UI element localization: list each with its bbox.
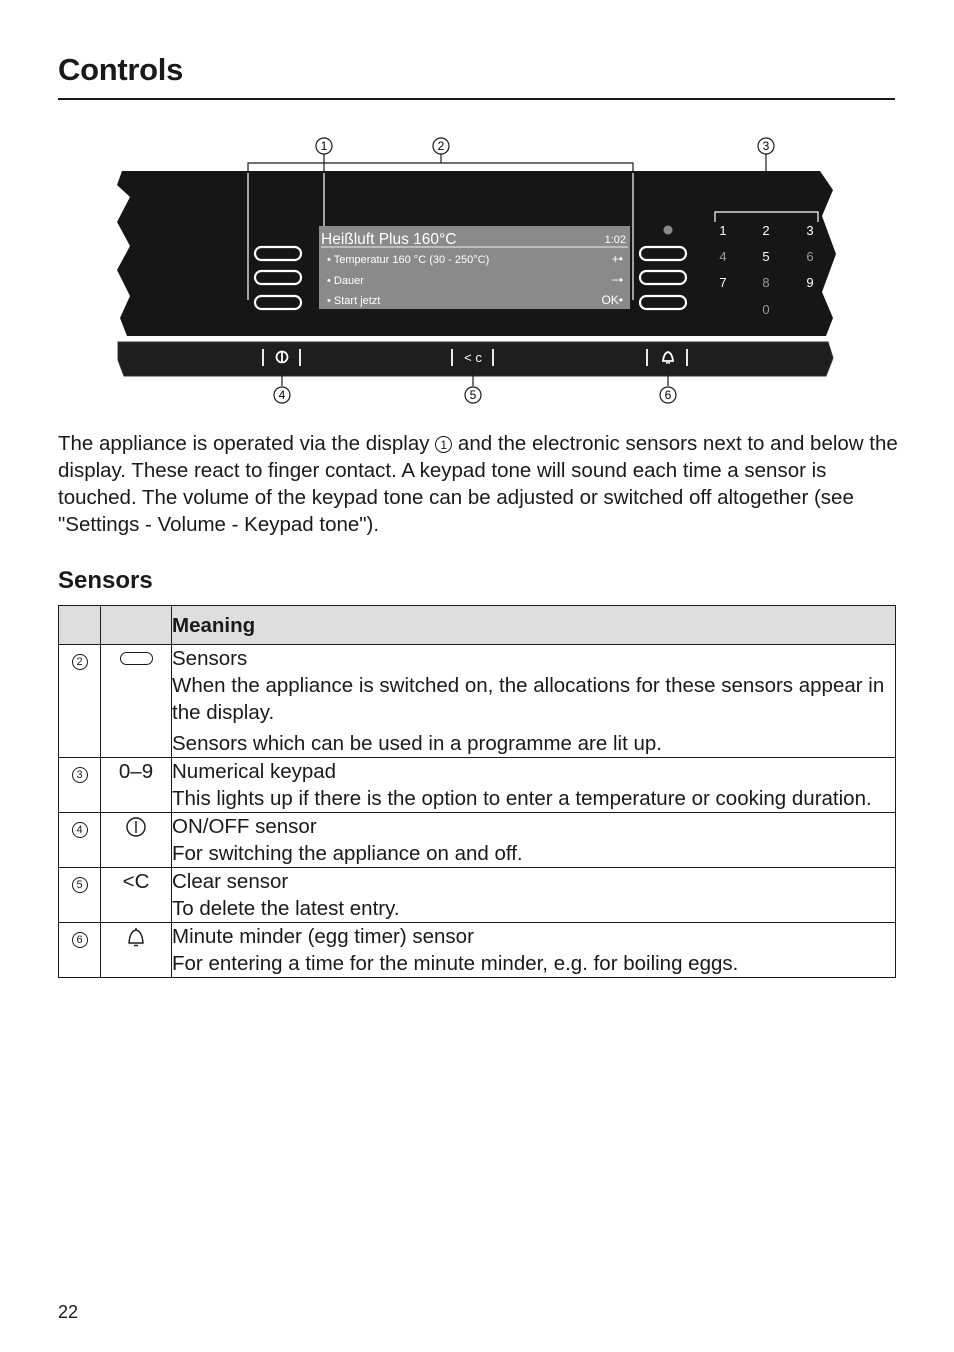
row-description: For entering a time for the minute minder, e.g. for boiling eggs. <box>172 952 739 975</box>
intro-text-after: and the electronic sensors next to and below the display. These react to finger contact. A keypad tone will sound each time a sensor is touched. The volume of the keypad tone can be adjusted or switched off altogether (see "Settings - Volume - Keypad tone"). <box>58 432 898 536</box>
callout-5: 5 <box>469 388 477 402</box>
row-description: For switching the appliance on and off. <box>172 842 523 865</box>
row-number: 5 <box>72 877 88 893</box>
row-description: To delete the latest entry. <box>172 897 400 920</box>
header-num-cell <box>59 606 101 645</box>
row-description: When the appliance is switched on, the allocations for these sensors appear in the display. <box>172 674 885 724</box>
row-number: 4 <box>72 822 88 838</box>
keypad-key-7: 7 <box>719 275 727 290</box>
display-right-2: −• <box>611 273 623 287</box>
intro-callout-marker: 1 <box>435 436 452 453</box>
callout-3: 3 <box>762 139 770 153</box>
keypad-key-6: 6 <box>806 249 814 264</box>
row-number: 3 <box>72 767 88 783</box>
row-number: 2 <box>72 654 88 670</box>
display-row-1: • Temperatur 160 °C (30 - 250°C) <box>327 254 490 266</box>
row-number: 6 <box>72 932 88 948</box>
callout-4: 4 <box>278 388 286 402</box>
callout-6: 6 <box>664 388 672 402</box>
display-right-3: OK• <box>601 293 623 307</box>
display-right-1: +• <box>611 252 623 266</box>
table-row <box>59 645 896 758</box>
table-row <box>59 758 896 813</box>
keypad-symbol: 0–9 <box>101 758 172 813</box>
display-row-3: • Start jetzt <box>327 295 381 307</box>
row-title: Clear sensor <box>172 870 289 893</box>
table-row <box>59 813 896 868</box>
page-title: Controls <box>58 52 184 87</box>
power-icon <box>125 816 147 838</box>
row-extra: Sensors which can be used in a programme are lit up. <box>172 732 662 755</box>
callout-1: 1 <box>320 139 328 153</box>
sensor-button-icon <box>120 652 153 665</box>
callout-2: 2 <box>437 139 445 153</box>
table-row <box>59 923 896 978</box>
clear-sensor-label: < c <box>464 350 482 365</box>
control-panel-diagram <box>0 130 954 415</box>
sensors-heading: Sensors <box>58 567 153 594</box>
row-title: ON/OFF sensor <box>172 815 317 838</box>
table-header-row <box>59 606 896 645</box>
row-description: This lights up if there is the option to enter a temperature or cooking duration. <box>172 787 872 810</box>
header-meaning: Meaning <box>172 606 896 645</box>
table-row <box>59 868 896 923</box>
keypad-key-5: 5 <box>762 249 770 264</box>
keypad-key-1: 1 <box>719 223 727 238</box>
bell-icon <box>125 926 147 948</box>
page-number: 22 <box>58 1302 79 1322</box>
display-time: 1:02 <box>604 234 626 246</box>
sensors-table <box>58 605 896 978</box>
intro-text-before: The appliance is operated via the display <box>58 432 436 455</box>
intro-paragraph <box>58 430 898 538</box>
row-title: Sensors <box>172 647 248 670</box>
keypad-key-9: 9 <box>806 275 814 290</box>
keypad-key-2: 2 <box>762 223 770 238</box>
keypad-key-3: 3 <box>806 223 814 238</box>
header-symbol-cell <box>101 606 172 645</box>
display-headline: Heißluft Plus 160°C <box>321 231 457 248</box>
row-title: Minute minder (egg timer) sensor <box>172 925 474 948</box>
keypad-key-8: 8 <box>762 275 770 290</box>
row-title: Numerical keypad <box>172 760 337 783</box>
display-row-2: • Dauer <box>327 275 364 287</box>
clear-symbol: <C <box>101 868 172 923</box>
title-divider <box>58 98 895 100</box>
keypad-key-0: 0 <box>762 302 770 317</box>
keypad-key-4: 4 <box>719 249 727 264</box>
indicator-light <box>664 226 673 235</box>
